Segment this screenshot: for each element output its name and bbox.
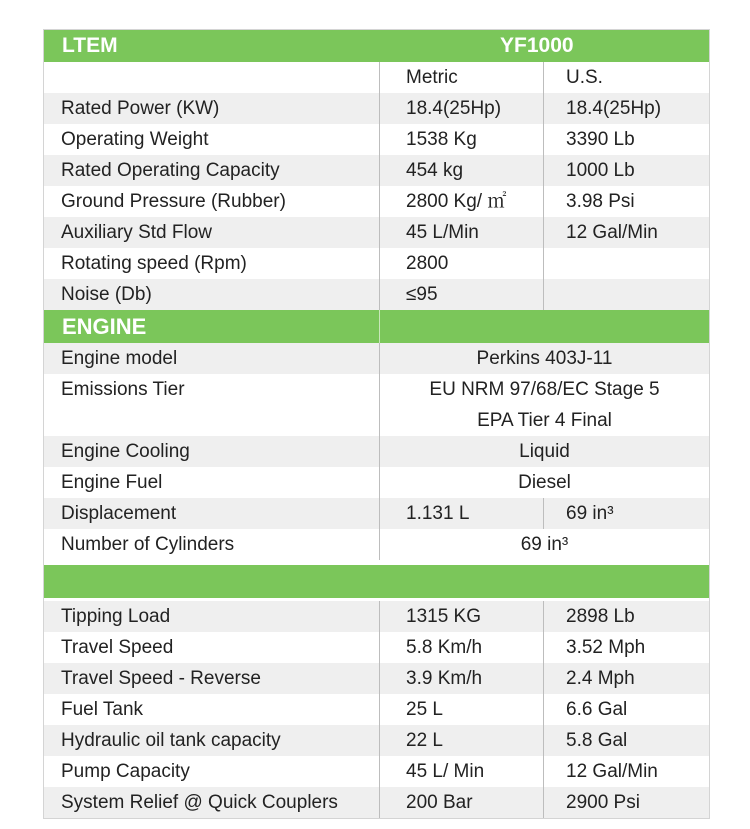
spec-table: [43, 29, 710, 819]
table-row: [44, 279, 709, 310]
row-value: EU NRM 97/68/EC Stage 5: [429, 379, 660, 400]
row-us: 3390 Lb: [543, 124, 709, 155]
row-label: Travel Speed - Reverse: [61, 668, 261, 689]
table-row: [44, 186, 709, 217]
row-metric: 18.4(25Hp): [379, 93, 543, 124]
row-us: 12 Gal/Min: [543, 217, 709, 248]
row-value: EPA Tier 4 Final: [477, 410, 612, 431]
table-row: [44, 93, 709, 124]
row-label: Engine model: [61, 348, 178, 369]
row-value: Liquid: [379, 436, 709, 467]
row-us: 2.4 Mph: [543, 663, 709, 694]
row-label: Emissions Tier: [61, 379, 185, 400]
header-left: LTEM: [62, 34, 118, 57]
header-model: YF1000: [500, 34, 574, 57]
row-label: Travel Speed: [61, 637, 174, 658]
table-row: [44, 217, 709, 248]
row-metric: 200 Bar: [379, 787, 543, 818]
engine-section-title: ENGINE: [62, 314, 147, 339]
row-us: 2898 Lb: [543, 601, 709, 632]
row-value: Diesel: [379, 467, 709, 498]
row-label: Number of Cylinders: [61, 534, 235, 555]
row-metric: ≤95: [379, 279, 543, 310]
general-section: [44, 93, 709, 310]
table-row: [44, 663, 709, 694]
row-metric: 22 L: [379, 725, 543, 756]
table-row: [44, 787, 709, 818]
table-row: [44, 155, 709, 186]
row-us: [543, 279, 709, 310]
row-label: Engine Cooling: [61, 441, 190, 462]
row-metric: 5.8 Km/h: [379, 632, 543, 663]
row-label: Fuel Tank: [61, 699, 144, 720]
table-row: [44, 694, 709, 725]
row-label: Ground Pressure (Rubber): [61, 191, 286, 212]
row-us: 1000 Lb: [543, 155, 709, 186]
row-us: 18.4(25Hp): [543, 93, 709, 124]
row-label: Noise (Db): [61, 284, 152, 305]
table-row: [44, 343, 709, 374]
table-row: [44, 436, 709, 467]
row-us: 12 Gal/Min: [543, 756, 709, 787]
row-metric: 2800 Kg/ ㎡: [379, 186, 543, 217]
row-metric: 45 L/Min: [379, 217, 543, 248]
performance-section: [44, 601, 709, 818]
row-us: 69 in³: [543, 498, 709, 529]
row-us: 5.8 Gal: [543, 725, 709, 756]
table-row: [44, 529, 709, 560]
row-us: 3.98 Psi: [543, 186, 709, 217]
table-row: [44, 248, 709, 279]
row-value: 69 in³: [379, 529, 709, 560]
row-label: Displacement: [61, 503, 177, 524]
table-row: [44, 467, 709, 498]
row-us: [543, 248, 709, 279]
row-label: Hydraulic oil tank capacity: [61, 730, 281, 751]
engine-section-header: [44, 310, 709, 343]
row-metric: 45 L/ Min: [379, 756, 543, 787]
table-row: [44, 632, 709, 663]
row-label: Tipping Load: [61, 606, 171, 627]
table-header: [44, 30, 709, 62]
table-row: [44, 725, 709, 756]
row-metric: 454 kg: [379, 155, 543, 186]
units-us: U.S.: [543, 62, 709, 93]
table-row: [44, 124, 709, 155]
table-row: [44, 374, 709, 436]
row-label: Pump Capacity: [61, 761, 190, 782]
row-label: System Relief @ Quick Couplers: [61, 792, 338, 813]
row-label: Auxiliary Std Flow: [61, 222, 212, 243]
row-label: Rated Operating Capacity: [61, 160, 280, 181]
row-metric: 1538 Kg: [379, 124, 543, 155]
table-row: [44, 601, 709, 632]
row-metric: 25 L: [379, 694, 543, 725]
row-value: Perkins 403J-11: [379, 343, 709, 374]
row-us: 6.6 Gal: [543, 694, 709, 725]
row-label: Engine Fuel: [61, 472, 163, 493]
row-label: Rated Power (KW): [61, 98, 220, 119]
table-row: [44, 498, 709, 529]
units-row: [44, 62, 709, 93]
row-metric: 2800: [379, 248, 543, 279]
row-metric: 1315 KG: [379, 601, 543, 632]
performance-section-header: [44, 565, 709, 598]
row-metric: 1.131 L: [379, 498, 543, 529]
row-label: Rotating speed (Rpm): [61, 253, 247, 274]
row-us: 2900 Psi: [543, 787, 709, 818]
row-us: 3.52 Mph: [543, 632, 709, 663]
row-metric: 3.9 Km/h: [379, 663, 543, 694]
table-row: [44, 756, 709, 787]
row-label: Operating Weight: [61, 129, 209, 150]
units-metric: Metric: [379, 62, 543, 93]
